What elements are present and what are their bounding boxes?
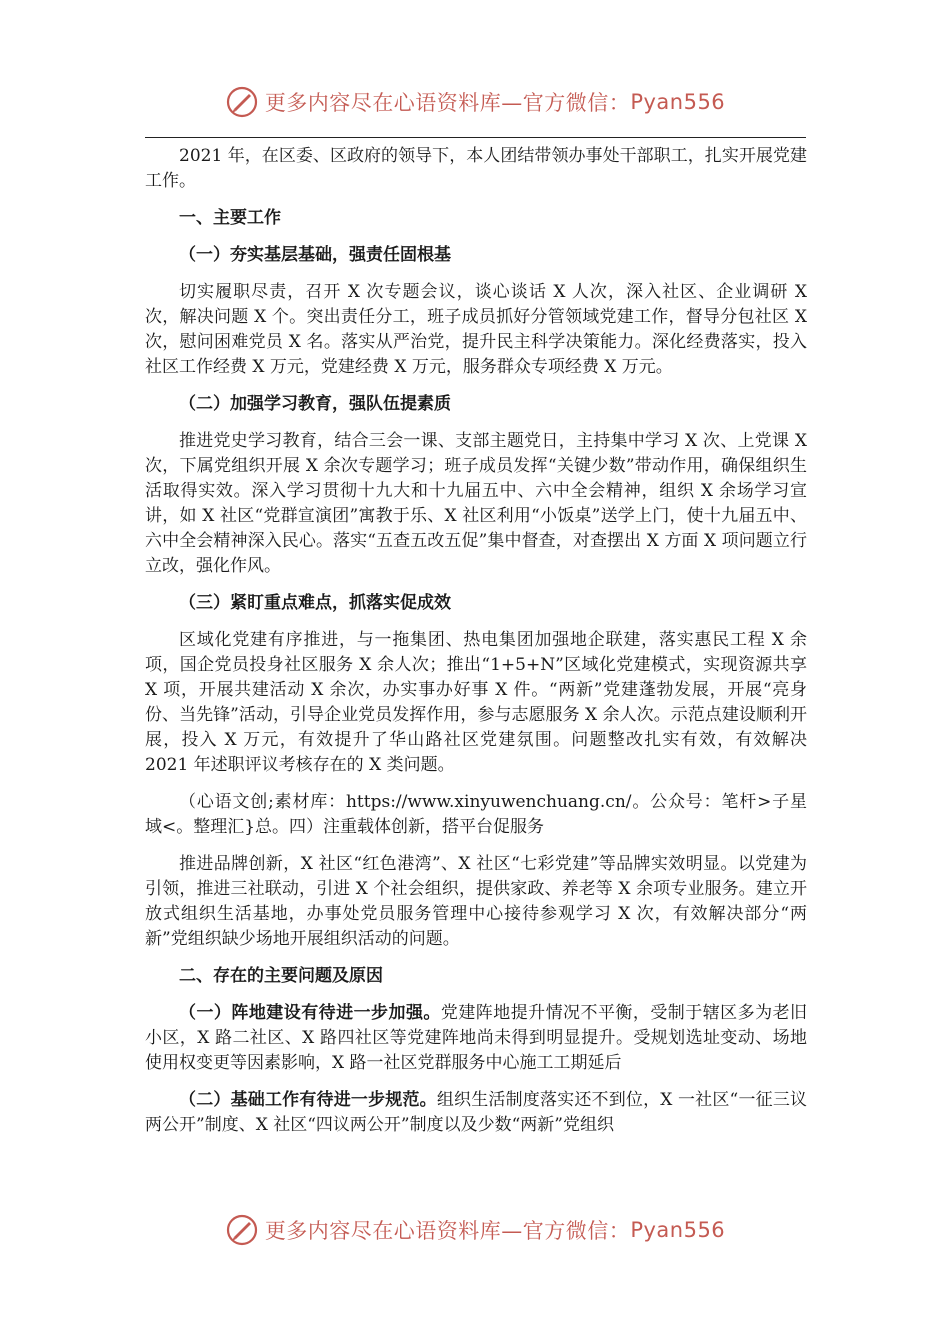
section-2-1-lead: （一）阵地建设有待进一步加强。	[179, 1003, 441, 1023]
section-1-4-heading-watermark: （心语文创;素材库：https://www.xinyuwenchuang.cn/。公众号：笔杆>子星域<。整理汇}总。四）注重载体创新，搭平台促服务	[145, 792, 807, 837]
section-2-1-text: 党建阵地提升情况不平衡，受制于辖区多为老旧小区，X 路二社区、X 路四社区等党建阵地尚未得到明显提升。受规划选址变动、场地使用权变更等因素影响，X 路一社区党群服务中心施工工期延后	[145, 1003, 808, 1073]
section-1-1-paragraph: 切实履职尽责，召开 X 次专题会议，谈心谈话 X 人次，深入社区、企业调研 X 次，解决问题 X 个。突出责任分工，班子成员抓好分管领域党建工作，督导分包社区 X 次，慰问困难党员 X 名。落实从严治党，提升民主科学决策能力。深化经费落实，投入社区工作经费 X 万元，党建经费 X 万元，服务群众专项经费 X 万元。	[145, 282, 807, 377]
section-1-2-heading: （二）加强学习教育，强队伍提素质	[179, 394, 451, 414]
footer-banner-wechat-id: Pyan556	[630, 1218, 726, 1242]
section-2-2-lead: （二）基础工作有待进一步规范。	[179, 1090, 437, 1110]
section-1-heading: 一、主要工作	[179, 208, 281, 228]
section-1-3-paragraph: 区域化党建有序推进，与一拖集团、热电集团加强地企联建，落实惠民工程 X 余项，国企党员投身社区服务 X 余人次；推出“1+5+N”区域化党建模式，实现资源共享 X 项，开展共建活动 X 余次，办实事办好事 X 件。“两新”党建蓬勃发展，开展“亮身份、当先锋”活动，引导企业党员发挥作用，参与志愿服务 X 余人次。示范点建设顺利开展，投入 X 万元，有效提升了华山路社区党建氛围。问题整改扎实有效，有效解决 2021 年述职评议考核存在的 X 类问题。	[145, 630, 807, 775]
document-body	[145, 144, 807, 1150]
section-1-3-heading: （三）紧盯重点难点，抓落实促成效	[179, 593, 451, 613]
section-1-2-paragraph: 推进党史学习教育，结合三会一课、支部主题党日，主持集中学习 X 次、上党课 X 次，下属党组织开展 X 余次专题学习；班子成员发挥“关键少数”带动作用，确保组织生活取得实效。深入学习贯彻十九大和十九届五中、六中全会精神，组织 X 余场学习宣讲，如 X 社区“党群宣演团”寓教于乐、X 社区利用“小饭桌”送学上门，使十九届五中、六中全会精神深入民心。落实“五查五改五促”集中督查，对查摆出 X 方面 X 项问题立行立改，强化作风。	[145, 431, 807, 576]
section-2-2-paragraph	[145, 1088, 807, 1138]
header-banner	[0, 82, 950, 122]
intro-paragraph: 2021 年，在区委、区政府的领导下，本人团结带领办事处干部职工，扎实开展党建工作。	[145, 146, 807, 191]
section-1-1-heading: （一）夯实基层基础，强责任固根基	[179, 245, 451, 265]
section-2-1-paragraph	[145, 1001, 807, 1076]
section-1-4-paragraph: 推进品牌创新，X 社区“红色港湾”、X 社区“七彩党建”等品牌实效明显。以党建为引领，推进三社联动，引进 X 个社会组织，提供家政、养老等 X 余项专业服务。建立开放式组织生活基地，办事处党员服务管理中心接待参观学习 X 次，有效解决部分“两新”党组织缺少场地开展组织活动的问题。	[145, 854, 807, 949]
header-rule	[145, 137, 806, 138]
pen-logo-icon	[225, 85, 259, 119]
section-2-2-text: 组织生活制度落实还不到位，X 一社区“一征三议两公开”制度、X 社区“四议两公开”制度以及少数“两新”党组织	[145, 1090, 808, 1135]
section-2-heading: 二、存在的主要问题及原因	[179, 966, 383, 986]
pen-logo-icon	[225, 1213, 259, 1247]
banner-wechat-id: Pyan556	[630, 90, 726, 114]
footer-banner-text: 更多内容尽在心语资料库—官方微信：	[264, 1219, 631, 1243]
footer-banner	[0, 1210, 950, 1250]
banner-text: 更多内容尽在心语资料库—官方微信：	[264, 91, 631, 115]
